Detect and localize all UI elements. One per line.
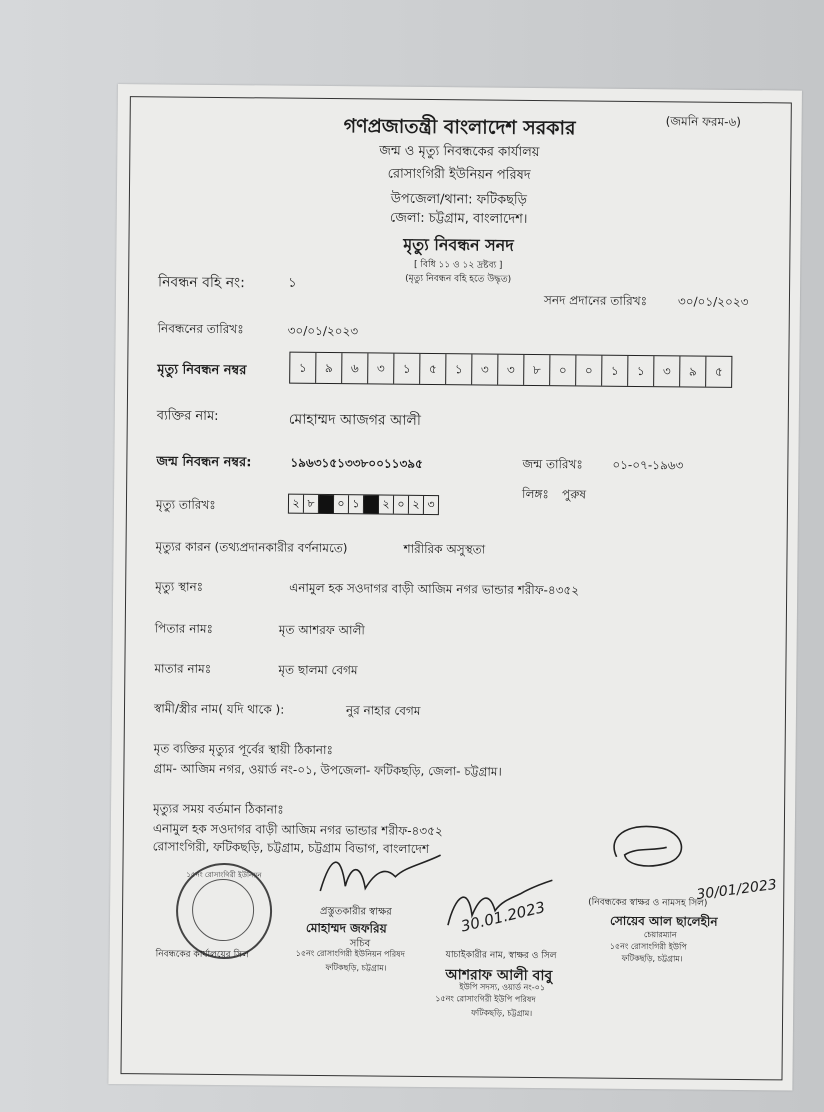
checker-title: ইউপি সদস্য, ওয়ার্ড নং-০১ — [459, 982, 546, 993]
registration-digit-box: ১ — [446, 354, 472, 384]
death-date-digit-box: ৮ — [304, 495, 319, 513]
registration-digit-box: ১ — [290, 353, 316, 383]
current-address-line1: এনামুল হক সওদাগর বাড়ী আজিম নগর ভান্ডার শরীফ-৪৩৫২ — [152, 821, 443, 839]
registration-digit-box: ০ — [576, 355, 602, 385]
permanent-address-label: মৃত ব্যক্তির মৃত্যুর পূর্বের স্থায়ী ঠিকানাঃ — [153, 741, 333, 758]
gender-label: লিঙ্গঃ — [522, 486, 549, 502]
registration-digit-box: ৩ — [654, 356, 680, 386]
checker-place: ফটিকছড়ি, চট্টগ্রাম। — [471, 1008, 533, 1019]
death-date-boxes — [288, 494, 439, 515]
death-date-separator — [319, 495, 334, 513]
father-name-value: মৃত আশরফ আলী — [278, 622, 365, 638]
death-date-digit-box: ৩ — [427, 497, 435, 512]
registration-digit-box: ৯ — [680, 356, 706, 386]
registrar-signature — [596, 817, 697, 878]
union-name: রোসাংগিরী ইউনিয়ন পরিষদ — [387, 166, 531, 183]
issue-date-value: ৩০/০১/২০২৩ — [677, 294, 749, 310]
birth-registration-value: ১৯৬৩১৫১৩৩৮০০১১৩৯৫ — [290, 455, 423, 471]
checker-office: ১৫নং রোসাংগিরী ইউপি পরিষদ — [435, 994, 536, 1005]
death-date-separator — [364, 495, 379, 513]
spouse-name-value: নুর নাহার বেগম — [345, 703, 421, 718]
death-place-label: মৃত্যু স্থানঃ — [155, 579, 204, 594]
registrar-date: 30/01/2023 — [695, 876, 778, 904]
preparer-signature — [310, 846, 461, 907]
checker-name: আশরাফ আলী বাবু — [445, 967, 553, 985]
secretary-place: ফটিকছড়ি, চট্টগ্রাম। — [325, 963, 387, 973]
registration-digit-box: ০ — [550, 355, 576, 385]
registration-digit-box: ৩ — [472, 354, 498, 384]
seal-label: নিবন্ধকের কার্যালয়ের সিল — [155, 949, 249, 961]
death-certificate — [108, 84, 802, 1091]
current-address-line2: রোসাংগিরী, ফটিকছড়ি, চট্টগ্রাম, চট্টগ্রাম বিভাগ, বাংলাদেশ — [152, 839, 430, 857]
death-date-digit-box: ১ — [349, 495, 364, 513]
death-date-digit-box: ০ — [334, 495, 349, 513]
form-number: (জমনি ফরম-৬) — [665, 114, 742, 129]
death-place-value: এনামুল হক সওদাগর বাড়ী আজিম নগর ভান্ডার শরীফ-৪৩৫২ — [289, 580, 580, 598]
registration-digit-box: ৬ — [342, 353, 368, 383]
mother-name-value: মৃত ছালমা বেগম — [278, 662, 358, 678]
secretary-title: সচিব — [349, 938, 371, 950]
secretary-name: মোহাম্মদ জফরিয় — [305, 920, 387, 936]
registration-digit-box: ৯ — [316, 353, 342, 383]
death-date-label: মৃত্যু তারিখঃ — [155, 497, 216, 512]
person-name-value: মোহাম্মদ আজগর আলী — [288, 411, 421, 429]
registration-number-boxes — [289, 352, 732, 388]
registration-digit-box: ৩ — [498, 355, 524, 385]
death-date-digit-box: ২ — [289, 495, 304, 513]
registration-digit-box: ১ — [394, 354, 420, 384]
registration-digit-box: ১ — [602, 356, 628, 386]
seal-text: ১৫নং রোসাংগিরী ইউনিয়ন — [186, 870, 262, 880]
registration-digit-box: ১ — [628, 356, 654, 386]
seal-inner-ring — [192, 879, 255, 942]
registration-digit-box: ৫ — [714, 364, 723, 379]
registration-digit-box: ৫ — [420, 354, 446, 384]
death-date-digit-box: ২ — [379, 496, 394, 514]
father-name-label: পিতার নামঃ — [154, 621, 214, 636]
birth-date-label: জন্ম তারিখঃ — [522, 456, 583, 472]
death-date-digit-box: ২ — [409, 496, 424, 514]
spouse-name-label: স্বামী/স্ত্রীর নাম( যদি থাকে ): — [153, 701, 285, 717]
permanent-address-value: গ্রাম- আজিম নগর, ওয়ার্ড নং-০১, উপজেলা- ফটিকছড়ি, জেলা- চট্টগ্রাম। — [153, 761, 502, 779]
registration-digit-box: ৩ — [368, 353, 394, 383]
secretary-office: ১৫নং রোসাংগিরী ইউনিয়ন পরিষদ — [295, 948, 405, 959]
registrar-label: (নিবন্ধকের স্বাক্ষর ও নামসহ সিল) — [588, 897, 708, 909]
mother-name-label: মাতার নামঃ — [154, 661, 212, 676]
cause-label: মৃত্যুর কারন (তথ্যপ্রদানকারীর বর্ণনামতে) — [155, 539, 348, 556]
upazila-name: উপজেলা/থানা: ফটিকছড়ি — [390, 191, 528, 208]
registration-digit-box: ৮ — [524, 355, 550, 385]
person-name-label: ব্যক্তির নাম: — [156, 408, 219, 424]
death-date-digit-box: ০ — [394, 496, 409, 514]
preparer-label: প্রস্তুতকারীর স্বাক্ষর — [320, 905, 392, 918]
extract-note: (মৃত্যু নিবন্ধন বহি হতে উদ্ধৃত) — [405, 273, 512, 285]
checker-label: যাচাইকারীর নাম, স্বাক্ষর ও সিল — [445, 950, 557, 962]
cause-value: শারীরিক অসুস্থতা — [403, 541, 486, 557]
chairman-name: সোয়েব আল ছালেহীন — [609, 913, 718, 929]
birth-registration-label: জন্ম নিবন্ধন নম্বর: — [156, 454, 252, 471]
book-number-value: ১ — [288, 275, 297, 291]
book-number-label: নিবন্ধন বহি নং: — [158, 274, 245, 292]
office-name: জন্ম ও মৃত্যু নিবন্ধকের কার্যালয় — [379, 143, 540, 161]
district-name: জেলা: চট্টগ্রাম, বাংলাদেশ। — [389, 210, 528, 227]
issue-date-label: সনদ প্রদানের তারিখঃ — [543, 293, 648, 309]
registration-date-label: নিবন্ধনের তারিখঃ — [157, 321, 244, 337]
birth-date-value: ০১-০৭-১৯৬৩ — [612, 457, 684, 473]
registration-number-label: মৃত্যু নিবন্ধন নম্বর — [157, 362, 247, 379]
office-seal — [176, 863, 273, 960]
certificate-title: মৃত্যু নিবন্ধন সনদ — [403, 234, 514, 255]
government-title: গণপ্রজাতন্ত্রী বাংলাদেশ সরকার — [343, 115, 576, 140]
checker-date: 30.01.2023 — [459, 897, 547, 936]
gender-value: পুরুষ — [562, 487, 587, 502]
chairman-office: ১৫নং রোসাংগিরী ইউপি — [609, 941, 687, 952]
current-address-label: মৃত্যুর সময় বর্তমান ঠিকানাঃ — [152, 801, 284, 817]
chairman-place: ফটিকছড়ি, চট্টগ্রাম। — [621, 953, 683, 964]
rule-reference: [ বিধি ১১ ও ১২ দ্রষ্টব্য ] — [414, 259, 503, 271]
chairman-title: চেয়ারম্যান — [643, 930, 677, 940]
registration-date-value: ৩০/০১/২০২৩ — [287, 323, 359, 339]
